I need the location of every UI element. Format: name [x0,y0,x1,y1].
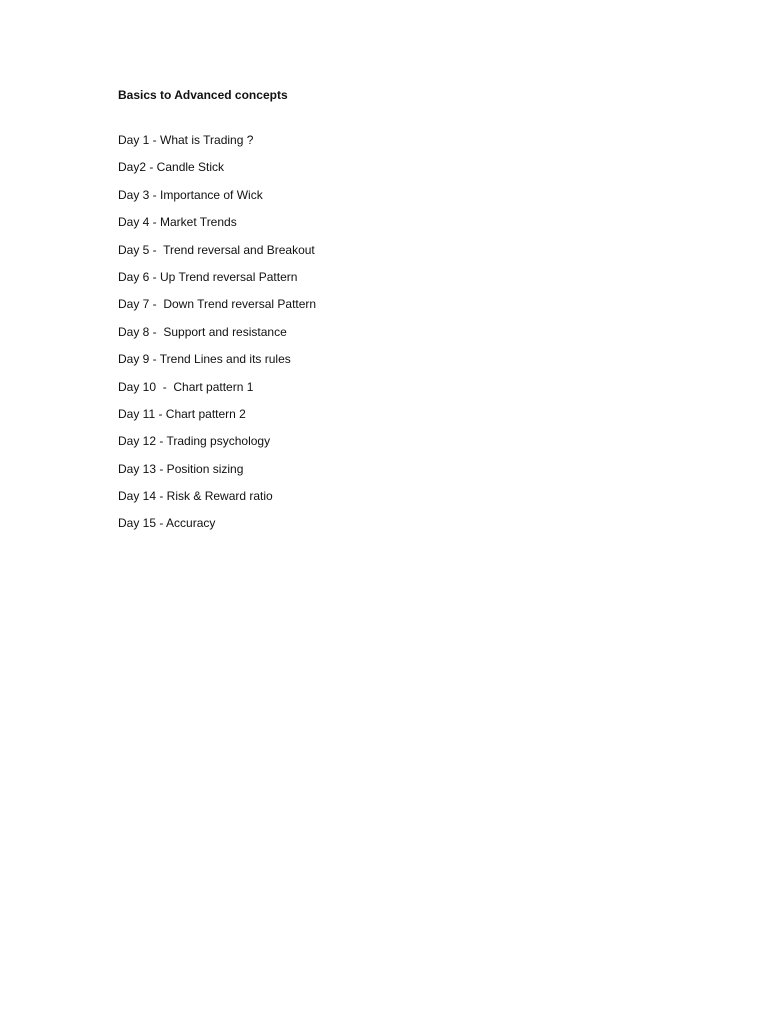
lesson-item: Day 5 - Trend reversal and Breakout [118,242,315,257]
lesson-item: Day 15 - Accuracy [118,516,216,531]
document-content [118,87,678,543]
lesson-item: Day 12 - Trading psychology [118,434,271,449]
lesson-item: Day 14 - Risk & Reward ratio [118,489,273,504]
lesson-item: Day 7 - Down Trend reversal Pattern [118,297,317,312]
lesson-item: Day 4 - Market Trends [118,215,237,230]
document-title: Basics to Advanced concepts [118,88,288,102]
lesson-item: Day 6 - Up Trend reversal Pattern [118,269,298,284]
lesson-item: Day 1 - What is Trading ? [118,133,254,147]
lesson-list [118,132,678,543]
lesson-item: Day 13 - Position sizing [118,461,244,476]
lesson-item: Day 10 - Chart pattern 1 [118,379,254,394]
lesson-item: Day 11 - Chart pattern 2 [118,406,246,421]
lesson-item: Day 3 - Importance of Wick [118,187,263,202]
lesson-item: Day2 - Candle Stick [118,160,225,175]
lesson-item: Day 9 - Trend Lines and its rules [118,352,291,367]
lesson-item: Day 8 - Support and resistance [118,324,287,339]
